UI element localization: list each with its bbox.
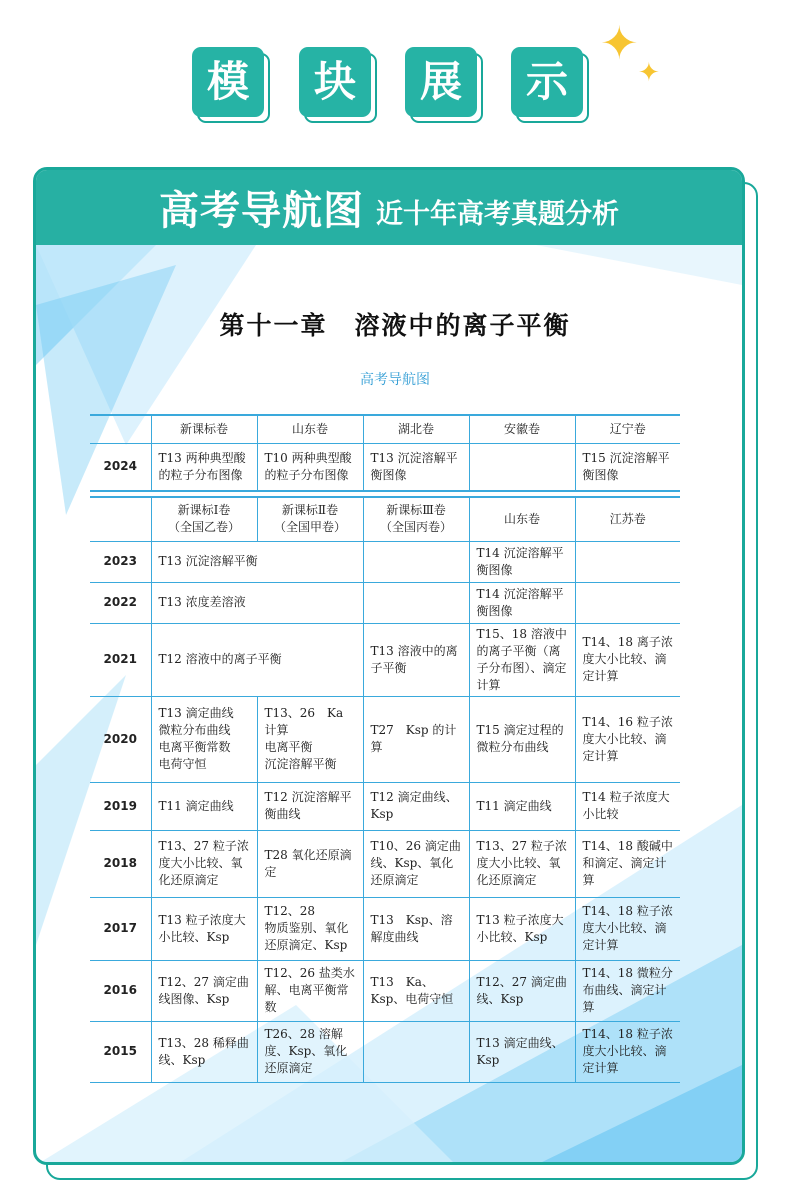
- table-cell: T13 浓度差溶液: [151, 582, 363, 623]
- table-cell: T15、18 溶液中的离子平衡（离子分布图）、滴定计算: [469, 623, 575, 696]
- header-cell: 山东卷: [469, 497, 575, 541]
- chapter-title: 第十一章 溶液中的离子平衡: [219, 311, 571, 340]
- table-row: [90, 696, 680, 782]
- header-cell: 湖北卷: [363, 415, 469, 443]
- header-cell: 新课标Ⅲ卷 （全国丙卷）: [363, 497, 469, 541]
- table-cell: T12 溶液中的离子平衡: [151, 623, 363, 696]
- table-cell: T14 沉淀溶解平衡图像: [469, 582, 575, 623]
- table-cell: T11 滴定曲线: [151, 782, 257, 830]
- table-cell: [575, 541, 680, 582]
- header-subtitle: 近十年高考真题分析: [376, 199, 619, 230]
- table-cell: T13、26 Ka 计算 电离平衡 沉淀溶解平衡: [257, 696, 363, 782]
- table-cell: T10 两种典型酸的粒子分布图像: [257, 443, 363, 491]
- table-cell: T13 滴定曲线、Ksp: [469, 1021, 575, 1082]
- year-cell: 2021: [90, 623, 151, 696]
- title-tile: 块: [299, 47, 377, 123]
- table-cell: T13 粒子浓度大小比较、Ksp: [151, 897, 257, 960]
- table-history: [90, 496, 680, 1083]
- table-cell: T12 沉淀溶解平衡曲线: [257, 782, 363, 830]
- table-row: [90, 541, 680, 582]
- table-cell: T13 两种典型酸的粒子分布图像: [151, 443, 257, 491]
- table-cell: T14 粒子浓度大小比较: [575, 782, 680, 830]
- table-cell: T28 氧化还原滴定: [257, 830, 363, 897]
- table-cell: T13 沉淀溶解平衡图像: [363, 443, 469, 491]
- table-cell: T14 沉淀溶解平衡图像: [469, 541, 575, 582]
- table-row: [90, 582, 680, 623]
- table-cell: T13、28 稀释曲线、Ksp: [151, 1021, 257, 1082]
- year-cell: 2015: [90, 1021, 151, 1082]
- table-row: [90, 897, 680, 960]
- header-cell: 辽宁卷: [575, 415, 680, 443]
- table-cell: T13 滴定曲线 微粒分布曲线 电离平衡常数 电荷守恒: [151, 696, 257, 782]
- table-cell: [363, 1021, 469, 1082]
- table-cell: T13 粒子浓度大小比较、Ksp: [469, 897, 575, 960]
- year-cell: 2023: [90, 541, 151, 582]
- table-cell: T13 溶液中的离子平衡: [363, 623, 469, 696]
- table-cell: T13 沉淀溶解平衡: [151, 541, 363, 582]
- table-cell: T13、27 粒子浓度大小比较、氧化还原滴定: [151, 830, 257, 897]
- table-cell: T14、18 粒子浓度大小比较、滴定计算: [575, 897, 680, 960]
- year-cell: 2019: [90, 782, 151, 830]
- table-cell: T15 滴定过程的微粒分布曲线: [469, 696, 575, 782]
- title-tile: 模: [192, 47, 270, 123]
- table-cell: T15 沉淀溶解平衡图像: [575, 443, 680, 491]
- table-row: [90, 830, 680, 897]
- table-row: [90, 782, 680, 830]
- year-cell: 2016: [90, 960, 151, 1021]
- header-title: 高考导航图: [159, 188, 364, 234]
- card-header: [36, 170, 742, 245]
- table-header-row: [90, 497, 680, 541]
- header-cell: 新课标Ⅰ卷 （全国乙卷）: [151, 497, 257, 541]
- table-cell: [575, 582, 680, 623]
- table-cell: T13、27 粒子浓度大小比较、氧化还原滴定: [469, 830, 575, 897]
- header-cell: 山东卷: [257, 415, 363, 443]
- table-2024: [90, 414, 680, 492]
- header-cell: 新课标卷: [151, 415, 257, 443]
- table-cell: T26、28 溶解度、Ksp、氧化还原滴定: [257, 1021, 363, 1082]
- title-tiles: [192, 47, 592, 131]
- year-cell: 2018: [90, 830, 151, 897]
- table-cell: [469, 443, 575, 491]
- table-cell: T11 滴定曲线: [469, 782, 575, 830]
- header-cell: 新课标Ⅱ卷 （全国甲卷）: [257, 497, 363, 541]
- table-cell: T27 Ksp 的计算: [363, 696, 469, 782]
- table-cell: T14、18 离子浓度大小比较、滴定计算: [575, 623, 680, 696]
- title-tile: 展: [405, 47, 483, 123]
- year-cell: 2024: [90, 443, 151, 491]
- table-cell: T14、18 粒子浓度大小比较、滴定计算: [575, 1021, 680, 1082]
- header-cell: 安徽卷: [469, 415, 575, 443]
- sparkle-icon: ✦: [600, 16, 639, 70]
- table-cell: [363, 541, 469, 582]
- table-cell: T14、18 微粒分布曲线、滴定计算: [575, 960, 680, 1021]
- table-cell: T10、26 滴定曲线、Ksp、氧化还原滴定: [363, 830, 469, 897]
- year-cell: 2017: [90, 897, 151, 960]
- table-cell: T13 Ka、Ksp、电荷守恒: [363, 960, 469, 1021]
- table-cell: T12、27 滴定曲线、Ksp: [469, 960, 575, 1021]
- table-cell: T12、26 盐类水解、电离平衡常数: [257, 960, 363, 1021]
- table-header-row: [90, 415, 680, 443]
- nav-label: 高考导航图: [360, 372, 430, 388]
- title-tile: 示: [511, 47, 589, 123]
- table-row: [90, 960, 680, 1021]
- table-cell: T12、27 滴定曲线图像、Ksp: [151, 960, 257, 1021]
- table-cell: T14、16 粒子浓度大小比较、滴定计算: [575, 696, 680, 782]
- table-row: [90, 623, 680, 696]
- table-cell: T13 Ksp、溶解度曲线: [363, 897, 469, 960]
- table-cell: [363, 582, 469, 623]
- sparkle-icon: ✦: [638, 58, 660, 88]
- table-cell: T12、28 物质鉴别、氧化还原滴定、Ksp: [257, 897, 363, 960]
- year-cell: 2020: [90, 696, 151, 782]
- table-cell: T14、18 酸碱中和滴定、滴定计算: [575, 830, 680, 897]
- table-row: [90, 443, 680, 491]
- year-cell: 2022: [90, 582, 151, 623]
- header-cell: 江苏卷: [575, 497, 680, 541]
- table-cell: T12 滴定曲线、Ksp: [363, 782, 469, 830]
- table-row: [90, 1021, 680, 1082]
